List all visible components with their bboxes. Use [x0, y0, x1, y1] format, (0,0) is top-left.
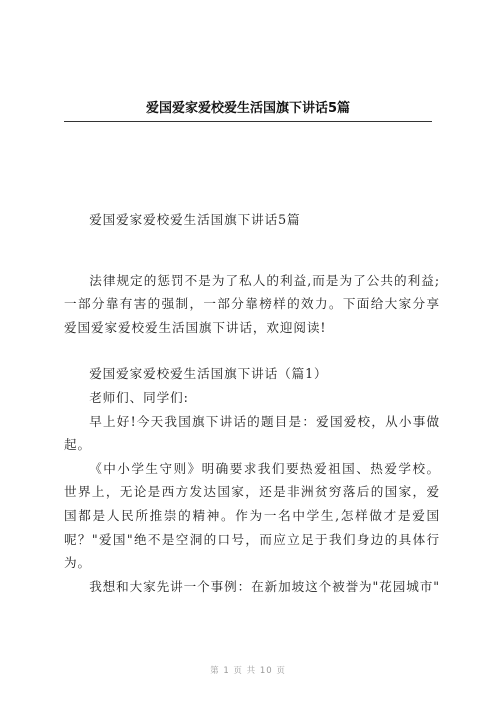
- document-title-line: 爱国爱家爱校爱生活国旗下讲话5篇: [89, 212, 301, 227]
- page-header-title: 爱国爱家爱校爱生活国旗下讲话5篇: [145, 101, 351, 116]
- section-title: 爱国爱家爱校爱生活国旗下讲话（篇1）: [89, 366, 328, 382]
- paragraph-2: 《中小学生守则》明确要求我们要热爱祖国、热爱学校。世界上，无论是西方发达国家，还是非洲贫穷落后的国家，爱国都是人民所推崇的精神。作为一名中学生,怎样做才是爱国呢？"爱国"绝不是空洞的口号，而应立足于我们身边的具体行为。: [64, 460, 440, 571]
- paragraph-1: 早上好!今天我国旗下讲话的题目是：爱国爱校，从小事做起。: [64, 413, 440, 453]
- greeting: 老师们、同学们:: [89, 389, 189, 405]
- intro-paragraph: 法律规定的惩罚不是为了私人的利益,而是为了公共的利益;一部分靠有害的强制，一部分靠榜样的效力。下面给大家分享爱国爱家爱校爱生活国旗下讲话，欢迎阅读!: [64, 272, 440, 335]
- spacer: [64, 232, 440, 269]
- document-body: [64, 208, 440, 598]
- page-number-footer: 第 1 页 共 10 页: [210, 666, 286, 676]
- header-divider: [64, 121, 432, 122]
- spacer: [64, 339, 440, 362]
- paragraph-3: 我想和大家先讲一个事例：在新加坡这个被誉为"花园城市": [89, 578, 440, 594]
